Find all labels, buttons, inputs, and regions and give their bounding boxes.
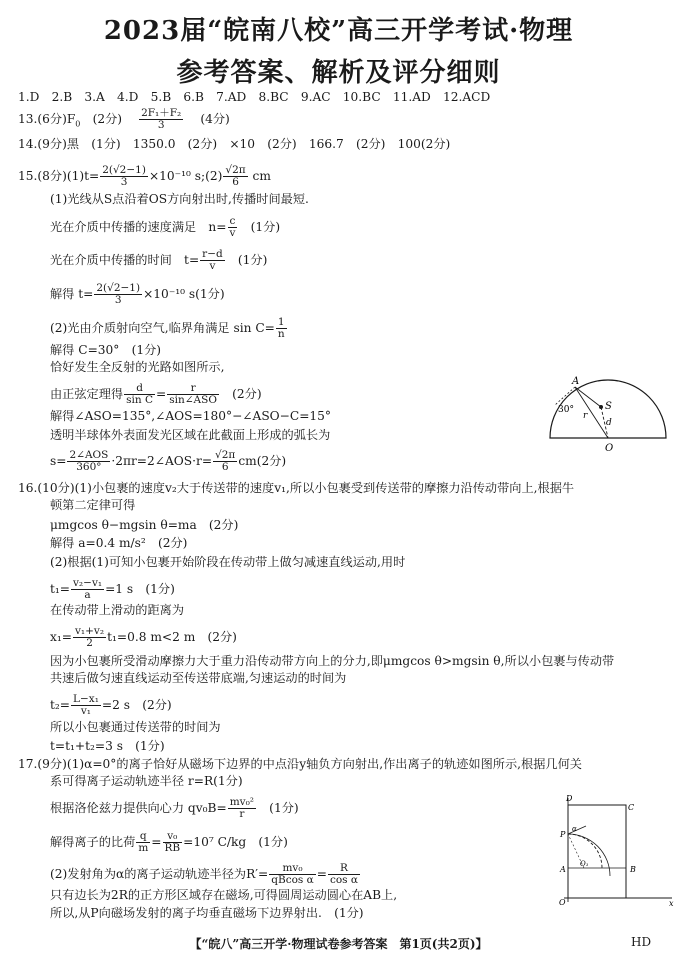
q15-head-c: cm	[252, 169, 271, 183]
q15-l5d: n	[277, 328, 285, 340]
q15-head-den1: 3	[120, 176, 128, 188]
q16-l11a: t₂=	[50, 698, 70, 712]
q17-l5	[50, 863, 361, 886]
q15-l8n2: r	[167, 383, 219, 395]
q15-l4n: 2(√2−1)	[96, 282, 141, 294]
choice-answers: 1.D 2.B 3.A 4.D 5.B 6.B 7.AD 8.BC 9.AC 10.BC 11.AD 12.ACD	[18, 90, 491, 104]
q17-l7: 所以,从P向磁场发射的离子均垂直磁场下边界射出. (1分)	[50, 906, 364, 920]
q17-l5d1: qBcos α	[271, 874, 314, 886]
q15-l8-frac2	[167, 383, 219, 406]
q15-l8n1: d	[124, 383, 155, 395]
q15-l3a: 光在介质中传播的时间 t=	[50, 253, 200, 267]
q15-l11b: ·2πr=2∠AOS·r=	[111, 454, 213, 468]
label-O: O	[605, 443, 614, 454]
label-P: P	[560, 830, 566, 839]
q15-l9: 解得∠ASO=135°,∠AOS=180°−∠ASO−C=15°	[50, 409, 332, 423]
q17-l4-frac2	[163, 831, 183, 854]
q15-l4	[50, 283, 225, 306]
q15-l3-frac	[200, 249, 225, 272]
q17-l4-frac1	[136, 831, 150, 854]
q17-l4n2: v₀	[163, 831, 183, 843]
q15-l2d: v	[229, 227, 236, 239]
q15-l11	[50, 450, 286, 473]
label-O1: O₁	[580, 860, 589, 868]
q17-l4	[50, 831, 288, 854]
trajectory-arc-2	[568, 834, 610, 876]
q17-l4d2: RB	[164, 842, 181, 854]
q15-head-frac2	[223, 165, 247, 188]
q13-fraction	[139, 108, 183, 131]
q17-l4n1: q	[136, 831, 150, 843]
q15-l3d: v	[209, 260, 216, 272]
q15-l4-frac	[94, 283, 142, 306]
q17-l5d2: cos α	[329, 874, 358, 886]
q15-l11d1: 360°	[76, 461, 102, 473]
q15-l5-frac	[276, 317, 287, 340]
q17-l5-frac1	[269, 863, 315, 886]
q15-l3n: r−d	[202, 248, 223, 260]
label-alpha: α	[572, 825, 577, 833]
q16-l10: 共速后做匀速直线运动至传送带底端,匀速运动的时间为	[50, 671, 347, 685]
q17-l4a: 解得离子的比荷	[50, 835, 136, 849]
q16-l11-frac	[71, 694, 101, 717]
q15-l4d: 3	[114, 294, 122, 306]
q17-l5eq: =	[316, 867, 327, 881]
q13-text-a: 13.(6分)F	[18, 112, 76, 126]
q16-l6n: v₂−v₁	[73, 577, 103, 589]
q16-l6d: a	[84, 589, 91, 601]
q13-num: 2F₁＋F₂	[141, 107, 182, 119]
q16-l8b: t₁=0.8 m<2 m (2分)	[107, 630, 237, 644]
q15-head-num1: 2(√2−1)	[102, 164, 146, 176]
q16-l13: t=t₁+t₂=3 s (1分)	[50, 739, 165, 753]
q17-l5n1: mv₀	[269, 863, 315, 875]
q13-line	[18, 108, 230, 131]
q16-l5: (2)根据(1)可知小包裹开始阶段在传动带上做匀减速直线运动,用时	[50, 555, 406, 569]
q17-l5a: (2)发射角为α的离子运动轨迹半径为R′=	[50, 867, 269, 881]
q15-l6: 解得 C=30° (1分)	[50, 343, 162, 357]
q15-head-b: ×10⁻¹⁰ s;(2)	[148, 169, 223, 183]
q16-l11	[50, 694, 172, 717]
hemisphere-figure	[545, 375, 675, 455]
q16-l8	[50, 626, 237, 649]
q15-l11d2: 6	[221, 461, 229, 473]
q17-l3n: mv₀²	[229, 796, 254, 808]
label-S: S	[605, 401, 612, 412]
q15-l8-frac1	[124, 383, 155, 406]
label-C: C	[628, 803, 635, 812]
q15-l2n: c	[228, 216, 238, 228]
q17-l3a: 根据洛伦兹力提供向心力 qv₀B=	[50, 801, 227, 815]
q16-l8-frac	[73, 626, 106, 649]
label-angle: 30°	[558, 405, 574, 415]
q15-head-a: 15.(8分)(1)t=	[18, 169, 100, 183]
label-B: B	[630, 865, 636, 874]
q13-sub: 0	[75, 119, 81, 129]
q15-l11-frac1	[67, 450, 110, 473]
q17-l3-frac	[228, 797, 256, 820]
q13-text-d: (4分)	[188, 112, 230, 126]
q15-head	[18, 165, 271, 188]
q16-l7: 在传动带上滑动的距离为	[50, 603, 185, 617]
q15-head-num2: √2π	[225, 164, 246, 176]
q13-text-c: (2分)	[80, 112, 135, 126]
q15-l11c: cm(2分)	[238, 454, 287, 468]
q16-l6-frac	[71, 578, 104, 601]
q15-l3b: (1分)	[225, 253, 268, 267]
q16-l1: 16.(10分)(1)小包裹的速度v₂大于传送带的速度v₁,所以小包裹受到传送带的摩擦力沿传动带向上,根据牛	[18, 481, 575, 495]
field-rect	[568, 805, 626, 898]
q15-l5n: 1	[276, 317, 287, 329]
label-x: x	[669, 899, 674, 908]
q16-l3: μmgcos θ−mgsin θ=ma (2分)	[50, 518, 239, 532]
label-A: A	[572, 376, 580, 387]
q16-l8d: 2	[86, 637, 93, 649]
q17-l2: 系可得离子运动轨迹半径 r=R(1分)	[50, 774, 243, 788]
page-footer: 【“皖八”高三开学·物理试卷参考答案 第1页(共2页)】	[189, 937, 488, 951]
label-d: d	[606, 418, 612, 428]
q15-l2b: (1分)	[238, 220, 281, 234]
q15-head-frac1	[100, 165, 148, 188]
q15-l2	[50, 216, 280, 239]
q15-l8d1: sin C	[126, 394, 154, 406]
q15-l8a: 由正弦定理得	[50, 387, 124, 401]
q16-l2: 顿第二定律可得	[50, 498, 136, 512]
q15-l4a: 解得 t=	[50, 287, 94, 301]
velocity-vector	[568, 826, 586, 834]
q15-l2a: 光在介质中传播的速度满足 n=	[50, 220, 227, 234]
q17-l1: 17.(9分)(1)α=0°的离子恰好从磁场下边界的中点沿y轴负方向射出,作出离子的轨迹如图所示,根据几何关	[18, 757, 582, 771]
q16-l8n: v₁+v₂	[74, 625, 105, 637]
q15-l11a: s=	[50, 454, 67, 468]
q16-l6	[50, 578, 175, 601]
q15-l11n2: √2π	[215, 449, 236, 461]
q17-l4b: =10⁷ C/kg (1分)	[183, 835, 288, 849]
q15-l3	[50, 249, 267, 272]
normal-line	[555, 387, 575, 405]
radius-line	[575, 387, 608, 438]
q15-l5	[50, 317, 288, 340]
corner-code: HD	[631, 935, 652, 949]
label-O2: O	[559, 898, 566, 907]
q15-head-den2: 6	[232, 176, 239, 188]
q16-l6a: t₁=	[50, 582, 70, 596]
q14-line: 14.(9分)黑 (1分) 1350.0 (2分) ×10 (2分) 166.7 (2分) 100(2分)	[18, 137, 451, 151]
q15-l11-frac2	[213, 450, 237, 473]
q16-l11d: v₁	[80, 705, 92, 717]
q16-l12: 所以小包裹通过传送带的时间为	[50, 720, 221, 734]
q16-l11n: L−x₁	[73, 693, 99, 705]
q17-l4eq: =	[151, 835, 162, 849]
source-point	[599, 405, 603, 409]
q16-l11b: =2 s (2分)	[101, 698, 172, 712]
label-A2: A	[560, 865, 566, 874]
label-D: D	[566, 794, 573, 803]
page-subtitle: 参考答案、解析及评分细则	[176, 58, 501, 88]
q17-l3	[50, 797, 299, 820]
q15-l11n1: 2∠AOS	[69, 449, 109, 461]
light-ray	[575, 387, 601, 407]
q17-l4d1: m	[138, 842, 149, 854]
q16-l9: 因为小包裹所受滑动摩擦力大于重力沿传动带方向上的分力,即μmgcos θ>mgsin θ,所以小包裹与传动带	[50, 654, 615, 668]
q15-l10: 透明半球体外表面发光区域在此截面上形成的弧长为	[50, 428, 331, 442]
magnetic-field-figure	[556, 790, 676, 908]
q15-l8	[50, 383, 262, 406]
q16-l4: 解得 a=0.4 m/s² (2分)	[50, 536, 188, 550]
q15-l5a: (2)光由介质射向空气,临界角满足 sin C=	[50, 321, 275, 335]
q15-l4b: ×10⁻¹⁰ s(1分)	[143, 287, 225, 301]
q15-l7: 恰好发生全反射的光路如图所示,	[50, 360, 225, 374]
q17-l5-frac2	[328, 863, 360, 886]
q17-l3b: (1分)	[257, 801, 299, 815]
q15-l8d2: sin∠ASO	[169, 394, 217, 406]
q15-l1: (1)光线从S点沿着OS方向射出时,传播时间最短.	[50, 192, 309, 206]
q16-l8a: x₁=	[50, 630, 72, 644]
page-title: 2023届“皖南八校”高三开学考试·物理	[103, 16, 574, 46]
q17-l3d: r	[239, 808, 245, 820]
q15-l8eq: =	[156, 387, 167, 401]
q13-den: 3	[157, 119, 165, 131]
q15-l8b: (2分)	[219, 387, 262, 401]
q17-l6: 只有边长为2R的正方形区域存在磁场,可得圆周运动圆心在AB上,	[50, 888, 398, 902]
q15-l2-frac	[228, 216, 238, 239]
label-r: r	[583, 411, 588, 421]
q17-l5n2: R	[328, 863, 360, 875]
q16-l6b: =1 s (1分)	[105, 582, 175, 596]
